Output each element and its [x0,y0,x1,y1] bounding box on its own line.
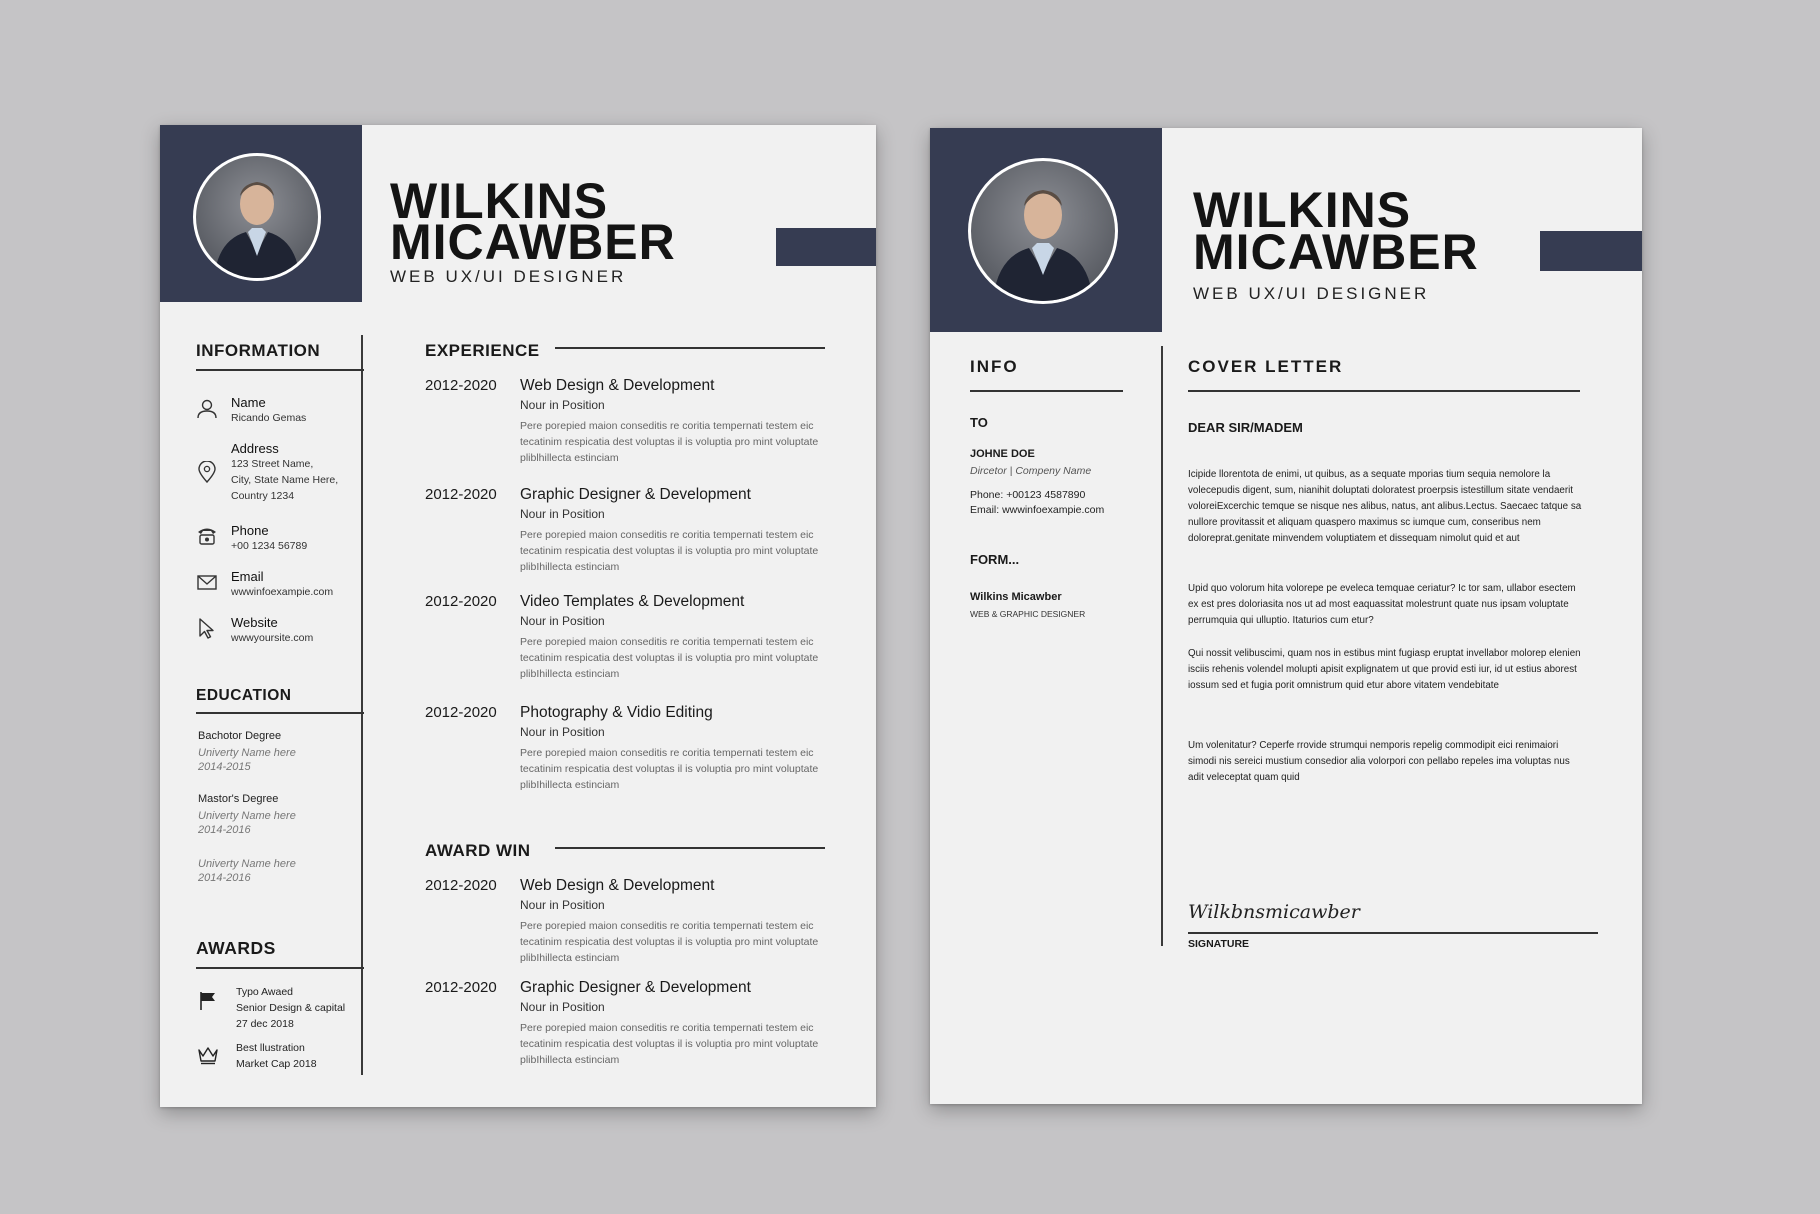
column-divider [361,335,363,1075]
experience-item [520,486,850,575]
info-title: INFO [970,357,1019,376]
salutation: DEAR SIR/MADEM [1188,420,1303,435]
experience-item [520,704,850,793]
info-email-value: wwwinfoexampie.com [231,586,334,598]
flag-icon [198,991,218,1011]
award-win-title-text: Web Design & Development [520,877,715,894]
award-win-position: Nour in Position [520,1000,605,1014]
education-school: Univerty Name here [198,747,296,759]
letter-paragraph: Upid quo volorum hita volorepe pe eveleca temquae ceriatur? Ic tor sam, ullabor esectem ex est pres doloriasita nos ut ad most eaquassitat molestrunt quate nus ipsam voluptate perrumquia qui ulluptio. Itaturios cum etur? [1188,583,1576,626]
cursor-icon [196,617,218,639]
education-degree: Mastor's Degree [198,793,279,805]
education-school: Univerty Name here [198,858,296,870]
experience-title: EXPERIENCE [425,341,540,360]
info-name-value: Ricando Gemas [231,412,307,424]
from-label: FORM... [970,552,1020,567]
experience-years: 2012-2020 [425,377,497,394]
award-win-item [520,979,850,1068]
last-name: MICAWBER [1193,224,1479,280]
profile-photo [968,158,1118,304]
letter-paragraph: Icipide llorentota de enimi, ut quibus, as a sequate mporias tium sequia nemolore la volecepudis digent, sum, nianihit doluptati doloratest proerpsis istestillum sitate vendaerit voloreiExcerchic temque se nisque nes alibus, natus, ant alibus.Lectus. Saecaec tatque sa nullore provitassit et aliquam quaspero maximus sc iumque cum, conseribus nem doloreprat.genitate minvendem voluptiatem et dissequam nimolut quid et aut [1188,469,1582,544]
info-name-label: Name [231,395,266,410]
experience-years: 2012-2020 [425,593,497,610]
education-item [198,730,296,774]
education-item [198,793,296,837]
award-win-years: 2012-2020 [425,877,497,894]
awards-rule [196,967,364,969]
recipient-role: Dircetor | Compeny Name [970,465,1092,477]
experience-item [520,593,850,682]
job-role: WEB UX/UI DESIGNER [1193,284,1430,303]
award-win-years: 2012-2020 [425,979,497,996]
job-role: WEB UX/UI DESIGNER [390,267,627,286]
experience-years: 2012-2020 [425,486,497,503]
info-rule [970,390,1123,392]
education-title: EDUCATION [196,687,292,704]
information-title: INFORMATION [196,341,321,360]
award-win-item [520,877,850,966]
column-divider [1161,346,1163,946]
award-item: Best llustration Market Cap 2018 [236,1042,317,1070]
phone-icon [196,524,218,546]
info-address-label: Address [231,441,279,456]
experience-position: Nour in Position [520,507,605,521]
award-win-description: Pere porepied maion conseditis re coritia tempernati testem eic tecatinim respicatia dest voluptas il is voluptia pro mint voluptate plibIhillecta estinciam [520,1022,819,1066]
awards-title: AWARDS [196,938,276,958]
cover-letter-rule [1188,390,1580,392]
signature-rule [1188,932,1598,934]
info-email [231,569,333,600]
experience-title-text: Photography & Vidio Editing [520,704,713,721]
info-address-value: 123 Street Name, City, State Name Here, Country 1234 [231,458,339,502]
experience-item [520,377,850,466]
cover-letter-title: COVER LETTER [1188,357,1344,376]
award-win-description: Pere porepied maion conseditis re coritia tempernati testem eic tecatinim respicatia dest voluptas il is voluptia pro mint voluptate plibIhillecta estinciam [520,920,819,964]
signature-script: Wilkbnsmicawber [1188,901,1360,923]
first-name: WILKINS [1193,182,1412,238]
envelope-icon [196,571,218,593]
information-rule [196,369,364,371]
portrait-image [971,161,1115,301]
experience-description: Pere porepied maion conseditis re coritia tempernati testem eic tecatinim respicatia dest voluptas il is voluptia pro mint voluptate plibIhillecta estinciam [520,636,819,680]
experience-position: Nour in Position [520,725,605,739]
experience-years: 2012-2020 [425,704,497,721]
last-name: MICAWBER [390,214,676,270]
info-website-label: Website [231,615,278,630]
award-win-position: Nour in Position [520,898,605,912]
experience-position: Nour in Position [520,398,605,412]
cover-letter-page [930,128,1642,1104]
experience-position: Nour in Position [520,614,605,628]
resume-page [160,125,876,1107]
experience-title-text: Web Design & Development [520,377,715,394]
education-item [198,857,296,885]
info-website-value: wwwyoursite.com [231,632,314,644]
education-degree: Bachotor Degree [198,730,282,742]
experience-description: Pere porepied maion consеditis re coritia tempernati testem eic tecatinim respicatia dest voluptas il is voluptia pro mint voluptate plibIhillecta estinciam [520,529,819,573]
recipient-phone: Phone: +00123 4587890 [970,489,1086,501]
experience-title-text: Graphic Designer & Development [520,486,751,503]
info-name [231,395,306,426]
header-accent-bar [1540,231,1642,271]
location-pin-icon [196,461,218,483]
award-win-title-text: Graphic Designer & Development [520,979,751,996]
recipient-email: Email: wwwinfoexampie.com [970,504,1105,516]
education-years: 2014-2016 [198,824,251,836]
portrait-image [196,156,318,278]
signature-label: SIGNATURE [1188,938,1250,950]
experience-rule [555,347,825,349]
experience-title-text: Video Templates & Development [520,593,745,610]
info-phone-value: +00 1234 56789 [231,540,308,552]
education-school: Univerty Name here [198,810,296,822]
letter-paragraph: Qui nossit velibuscimi, quam nos in estibus mint fugiasp eruptat invellabor molorep elenien isciis rehenis volendel molupti apisit explignatem ut que provid esti iur, id ut estius aborest iossum sed et fugia porit omnistrum quid etur abore vitatem vendebitate [1188,648,1581,691]
info-website [231,615,313,646]
education-years: 2014-2016 [198,872,251,884]
experience-description: Pere porepied maion conseditis re coritia tempernati testem eic tecatinim respicatia dest voluptas il is voluptia pro mint voluptate pliblhillecta estinciam [520,420,819,464]
profile-photo [193,153,321,281]
first-name: WILKINS [390,173,609,229]
user-icon [196,398,218,420]
education-years: 2014-2015 [198,761,251,773]
crown-icon [197,1045,219,1065]
header-accent-bar [776,228,876,266]
award-win-rule [555,847,825,849]
sender-name: Wilkins Micawber [970,591,1062,603]
sender-role: WEB & GRAPHIC DESIGNER [970,609,1086,619]
recipient-name: JOHNE DOE [970,448,1035,460]
award-win-title: AWARD WIN [425,841,531,860]
education-rule [196,712,364,714]
info-email-label: Email [231,569,264,584]
info-phone [231,523,307,554]
info-phone-label: Phone [231,523,269,538]
award-item: Typo Awaed Senior Design & capital 27 dec 2018 [236,986,346,1030]
letter-paragraph: Um volenitatur? Ceperfe rrovide strumqui nemporis repelig commodipit eici renimaiori simodi nis sereici mustium consedior alia volorpori con pellabo repeles ima voluptas nus adit veleceptat quam quid [1188,740,1570,783]
info-address [231,441,338,504]
experience-description: Pere porepied maion conseditis re coritia tempernati testem eic tecatinim respicatia dest voluptas il is voluptia pro mint voluptate plibIhillecta estinciam [520,747,819,791]
to-label: TO [970,415,988,430]
